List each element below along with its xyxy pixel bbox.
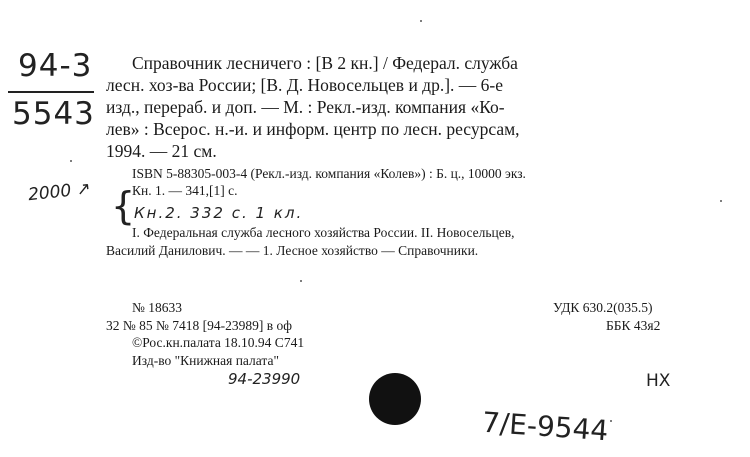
copyright-line: ©Рос.кн.палата 18.10.94 С741 [132,335,305,350]
call-number-top: 94-3 [18,48,93,84]
handwritten-number: 94-23990 [228,370,301,388]
main-entry-line: лесн. хоз-ва России; [В. Д. Новосельцев и др.]. — 6-е [106,75,504,95]
scan-speck [300,280,302,282]
handwritten-bottom-right: 7/Е-9544 [481,405,610,448]
udk-code: УДК 630.2(035.5) [553,300,653,315]
volume2-handwritten-note: Кн.2. 332 с. 1 кл. [134,204,304,222]
volume1-line: Кн. 1. — 341,[1] с. [132,183,238,198]
tracing-line-1: I. Федеральная служба лесного хозяйства России. II. Новосельцев, [132,225,515,240]
main-entry-line: изд., перераб. и доп. — М. : Рекл.-изд. компания «Ко- [106,97,505,117]
call-number-divider [8,91,94,93]
publisher-line: Изд-во "Книжная палата" [132,353,279,368]
tracing-line-2: Василий Данилович. — — 1. Лесное хозяйство — Справочники. [106,243,479,258]
scan-speck [420,20,422,22]
margin-handwritten-note: 2000 ↗ [27,178,92,206]
main-entry-line: лев» : Всерос. н.-и. и информ. центр по лесн. ресурсам, [106,119,520,139]
volume-brace: { [111,184,136,228]
scan-speck [610,420,612,422]
isbn-line: ISBN 5-88305-003-4 (Рекл.-изд. компания «Колев») : Б. ц., 10000 экз. [132,166,526,181]
scan-speck [70,160,72,162]
main-entry-line: 1994. — 21 см. [106,141,217,161]
call-number-bottom: 5543 [12,96,95,132]
record-number: № 18633 [132,300,183,315]
punch-hole [369,373,421,425]
order-line: 32 № 85 № 7418 [94-23989] в оф [106,318,292,333]
main-entry [106,52,686,162]
bbk-code: ББК 43я2 [606,318,661,333]
main-entry-line: Справочник лесничего : [В 2 кн.] / Федерал. служба [132,53,518,73]
handwritten-mark: HX [646,371,671,391]
scan-speck [720,200,722,202]
